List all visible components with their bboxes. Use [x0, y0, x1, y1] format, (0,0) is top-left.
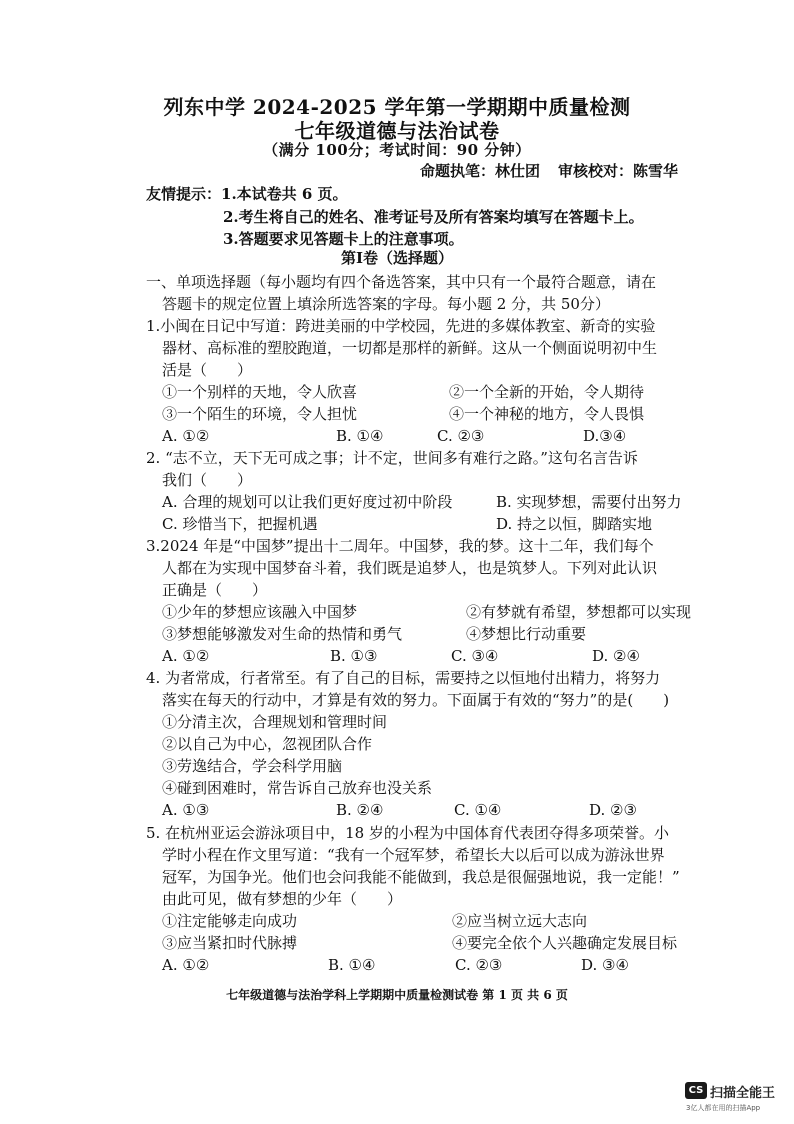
question-5-text: 由此可见，做有梦想的少年（ ） [162, 890, 403, 908]
choice-b: B. ②④ [336, 801, 384, 819]
statement: ③梦想能够激发对生命的热情和勇气 [162, 625, 403, 643]
section-title: 第Ⅰ卷（选择题） [340, 249, 454, 267]
choice-d: D. ③④ [581, 956, 629, 974]
scanner-app-name: 扫描全能王 [710, 1086, 776, 1101]
question-4-text: 4. 为者常成，行者常至。有了自己的目标，需要持之以恒地付出精力，将努力 [146, 669, 661, 687]
statement: ①一个别样的天地，令人欣喜 [162, 383, 358, 401]
choice-d: D. 持之以恒，脚踏实地 [496, 515, 653, 533]
statement: ④一个神秘的地方，令人畏惧 [449, 405, 645, 423]
question-1-text: 活是（ ） [162, 361, 253, 379]
question-3-text: 正确是（ ） [162, 581, 268, 599]
choice-d: D.③④ [583, 427, 627, 445]
choice-b: B. ①④ [328, 956, 376, 974]
choice-a: A. ①② [162, 647, 210, 665]
statement: ①注定能够走向成功 [162, 912, 298, 930]
scanner-tagline: 3亿人都在用的扫描App [686, 1104, 761, 1112]
exam-info: （满分 100分；考试时间：90 分钟） [263, 141, 531, 159]
statement: ④梦想比行动重要 [466, 625, 587, 643]
question-1-text: 1.小闽在日记中写道：跨进美丽的中学校园，先进的多媒体教室、新奇的实验 [146, 317, 656, 335]
section-heading: 一、单项选择题（每小题均有四个备选答案，其中只有一个最符合题意，请在 [146, 273, 657, 291]
choice-d: D. ②④ [592, 647, 640, 665]
question-5-text: 学时小程在作文里写道：“我有一个冠军梦，希望长大以后可以成为游泳世界 [162, 846, 665, 864]
statement: ②一个全新的开始，令人期待 [449, 383, 645, 401]
choice-c: C. 珍惜当下，把握机遇 [162, 515, 318, 533]
question-5-text: 冠军，为国争光。他们也会问我能不能做到，我总是很倔强地说，我一定能！” [162, 868, 680, 886]
statement: ②应当树立远大志向 [452, 912, 588, 930]
choice-c: C. ②③ [437, 427, 485, 445]
choice-b: B. ①③ [330, 647, 378, 665]
page-footer: 七年级道德与法治学科上学期期中质量检测试卷 第 1 页 共 6 页 [226, 988, 568, 1002]
choice-c: C. ③④ [451, 647, 499, 665]
choice-d: D. ②③ [589, 801, 637, 819]
choice-a: A. ①② [162, 956, 210, 974]
statement: ④碰到困难时，常告诉自己放弃也没关系 [162, 779, 433, 797]
statement: ①少年的梦想应该融入中国梦 [162, 603, 358, 621]
choice-c: C. ②③ [455, 956, 503, 974]
reviewer: 审核校对：陈雪华 [558, 162, 679, 180]
choice-c: C. ①④ [454, 801, 502, 819]
exam-title: 列东中学 2024-2025 学年第一学期期中质量检测 [163, 95, 631, 119]
question-2-text: 2. “志不立，天下无可成之事；计不定，世间多有难行之路。”这句名言告诉 [146, 449, 638, 467]
statement: ③应当紧扣时代脉搏 [162, 934, 298, 952]
tips-label: 友情提示： [146, 185, 222, 203]
tip-item: 3.答题要求见答题卡上的注意事项。 [223, 230, 464, 248]
choice-a: A. ①② [162, 427, 210, 445]
tip-item: 1.本试卷共 6 页。 [221, 185, 348, 203]
choice-a: A. ①③ [162, 801, 210, 819]
author: 命题执笔：林仕团 [420, 162, 541, 180]
question-4-text: 落实在每天的行动中，才算是有效的努力。下面属于有效的“努力”的是( ) [162, 691, 670, 709]
choice-a: A. 合理的规划可以让我们更好度过初中阶段 [162, 493, 453, 511]
section-heading: 答题卡的规定位置上填涂所选答案的字母。每小题 2 分，共 50分） [162, 295, 610, 313]
question-3-text: 人都在为实现中国梦奋斗着，我们既是追梦人，也是筑梦人。下列对此认识 [162, 559, 658, 577]
question-1-text: 器材、高标准的塑胶跑道，一切都是那样的新鲜。这从一个侧面说明初中生 [162, 339, 658, 357]
statement: ③一个陌生的环境，令人担忧 [162, 405, 358, 423]
tip-item: 2.考生将自己的姓名、准考证号及所有答案均填写在答题卡上。 [223, 208, 644, 226]
scanner-logo-icon: CS [685, 1082, 707, 1099]
statement: ④要完全依个人兴趣确定发展目标 [452, 934, 678, 952]
statement: ①分清主次，合理规划和管理时间 [162, 713, 388, 731]
tips-label-line [146, 183, 348, 204]
statement: ②有梦就有希望，梦想都可以实现 [466, 603, 692, 621]
question-5-text: 5. 在杭州亚运会游泳项目中，18 岁的小程为中国体育代表团夺得多项荣誉。小 [146, 824, 669, 842]
choice-b: B. 实现梦想，需要付出努力 [496, 493, 682, 511]
exam-subtitle: 七年级道德与法治试卷 [294, 119, 500, 143]
statement: ③劳逸结合，学会科学用脑 [162, 757, 343, 775]
question-3-text: 3.2024 年是“中国梦”提出十二周年。中国梦，我的梦。这十二年，我们每个 [146, 537, 654, 555]
question-2-text: 我们（ ） [162, 471, 253, 489]
statement: ②以自己为中心，忽视团队合作 [162, 735, 373, 753]
authors-line [420, 160, 678, 181]
choice-b: B. ①④ [336, 427, 384, 445]
